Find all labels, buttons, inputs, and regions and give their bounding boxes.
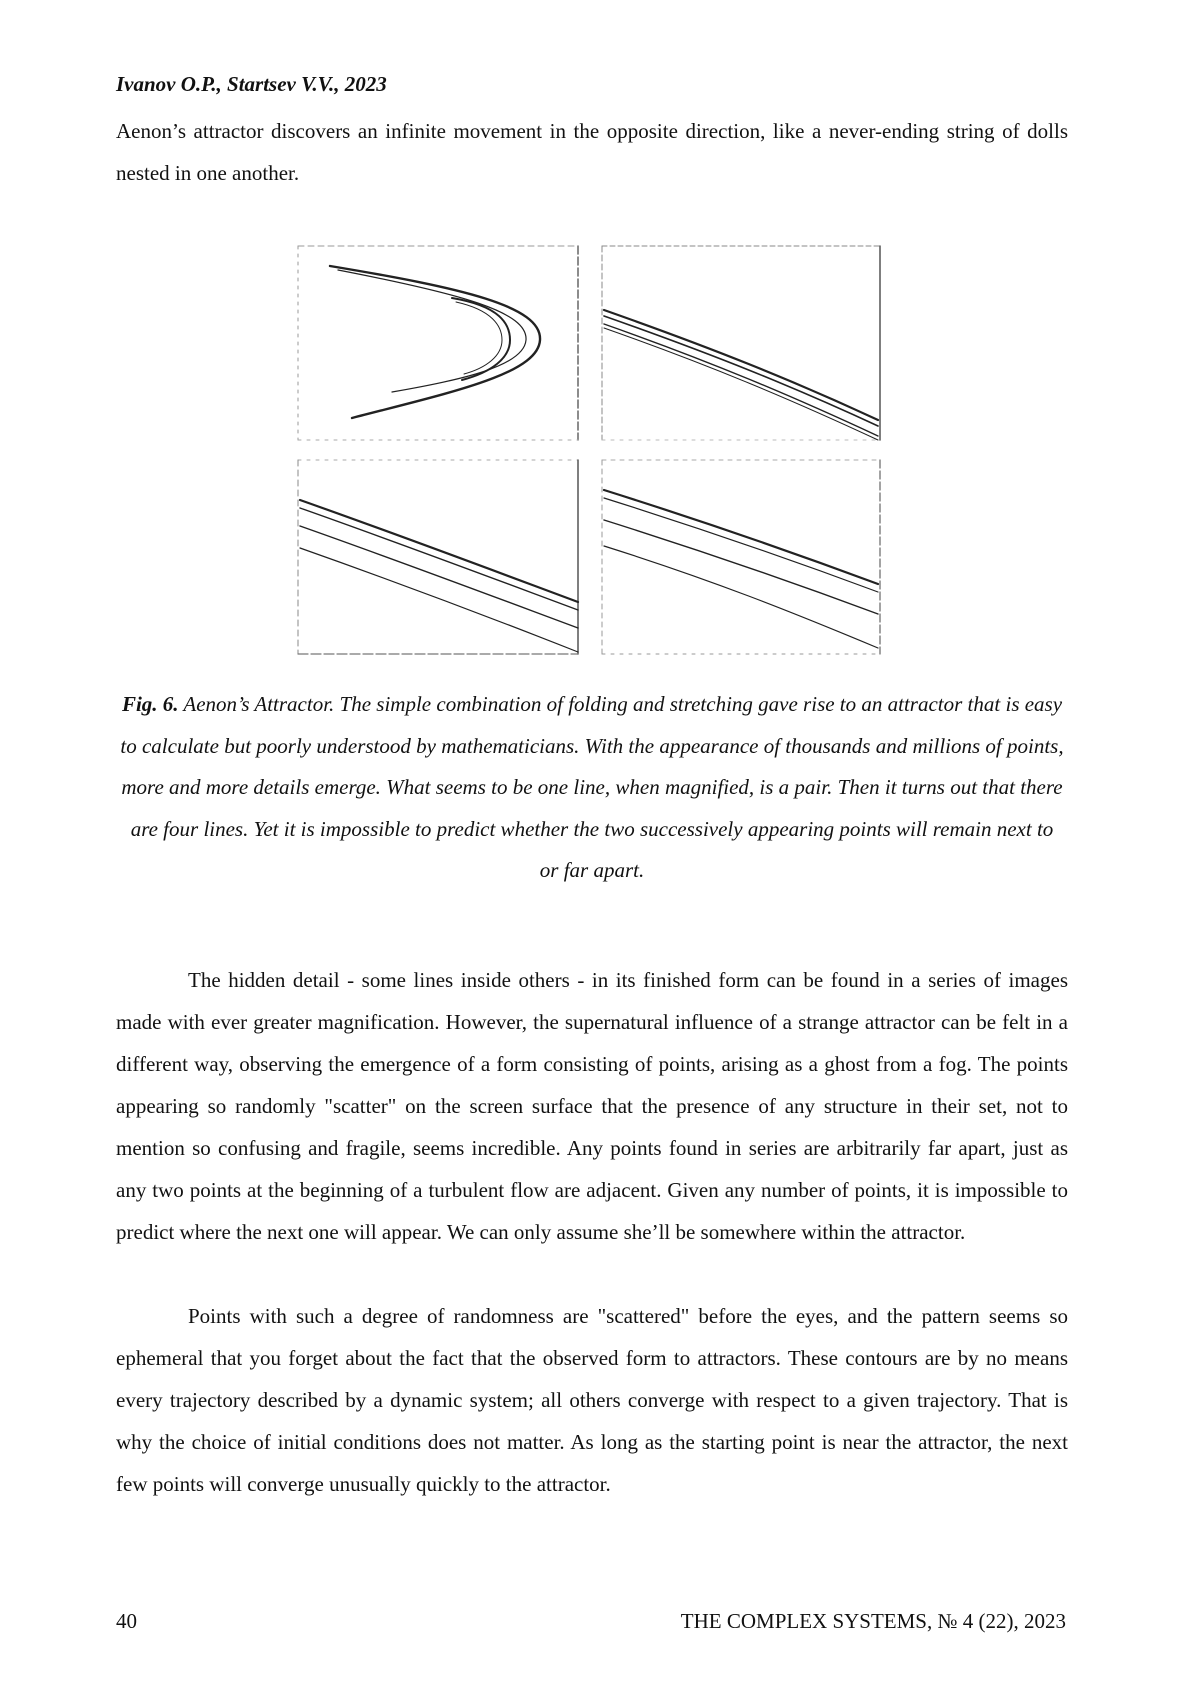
intro-paragraph: Aenon’s attractor discovers an infinite movement in the opposite direction, like a never-ending string of dolls nested in one another. [116, 119, 1068, 185]
panel-bottom-right [602, 460, 880, 654]
page-number: 40 [116, 1609, 137, 1633]
panel-top-left [298, 246, 578, 440]
body-paragraph-2: Points with such a degree of randomness are "scattered" before the eyes, and the pattern seems so ephemeral that you forget about the fact that the observed form to attractors. These contours are by no means every trajectory described by a dynamic system; all others converge with respect to a given trajectory. That is why the choice of initial conditions does not matter. As long as the starting point is near the attractor, the next few points will converge unusually quickly to the attractor. [116, 1304, 1068, 1496]
figure-caption-text: Aenon’s Attractor. The simple combination of folding and stretching gave rise to an attractor that is easy to calculate but poorly understood by mathematicians. With the appearance of thousands and millions of points, more and more details emerge. What seems to be one line, when magnified, is a pair. Then it turns out that there are four lines. Yet it is impossible to predict whether the two successively appearing points will remain next to or far apart. [120, 692, 1064, 882]
panel-top-right [602, 246, 880, 440]
author-header: Ivanov O.P., Startsev V.V., 2023 [116, 72, 387, 96]
figure-label: Fig. 6. [121, 692, 179, 716]
attractor-figure [292, 240, 892, 664]
panel-bottom-left [298, 460, 578, 654]
figure-caption [120, 684, 1064, 892]
body-paragraph-1: The hidden detail - some lines inside others - in its finished form can be found in a series of images made with ever greater magnification. However, the supernatural influence of a strange attractor can be felt in a different way, observing the emergence of a form consisting of points, arising as a ghost from a fog. The points appearing so randomly "scatter" on the screen surface that the presence of any structure in their set, not to mention so confusing and fragile, seems incredible. Any points found in series are arbitrarily far apart, just as any two points at the beginning of a turbulent flow are adjacent. Given any number of points, it is impossible to predict where the next one will appear. We can only assume she’ll be somewhere within the attractor. [116, 968, 1068, 1244]
journal-footer: THE COMPLEX SYSTEMS, № 4 (22), 2023 [680, 1609, 1066, 1633]
